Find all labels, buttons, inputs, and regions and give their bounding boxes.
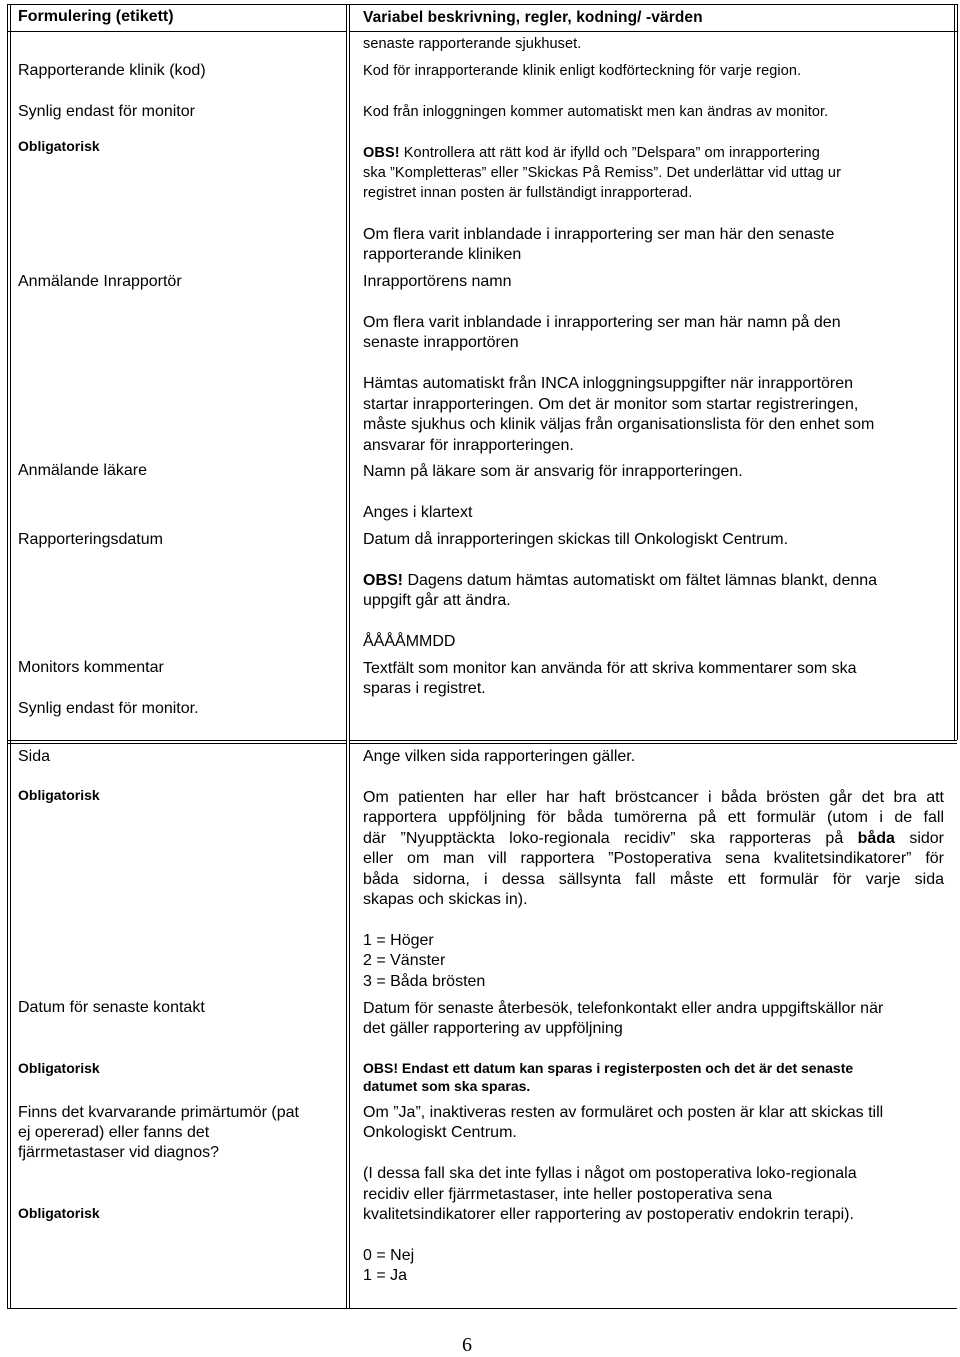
row-divider-right-2 <box>349 743 957 744</box>
code-bada: 3 = Båda brösten <box>363 973 486 990</box>
desc-dagens-datum-2: uppgift går att ändra. <box>363 592 511 609</box>
row-divider-right <box>349 740 957 741</box>
desc-flera-klinik-1: Om flera varit inblandade i inrapportering ser man här den senaste <box>363 226 835 243</box>
desc-i-dessa-fall-3: kvalitetsindikatorer eller rapportering av postoperativ endokrin terapi). <box>363 1206 854 1223</box>
desc-namn-lakare: Namn på läkare som är ansvarig för inrapporteringen. <box>363 463 743 480</box>
desc-dagens-datum-1 <box>363 571 877 592</box>
desc-hamtas-3: måste sjukhus och klinik väljas från organisationslista för den enhet som <box>363 416 875 433</box>
desc-textfalt-2: sparas i registret. <box>363 680 486 697</box>
desc-brostcancer-3b: sidor <box>894 830 945 847</box>
code-vanster: 2 = Vänster <box>363 952 446 969</box>
column-divider <box>346 4 347 1309</box>
label-datum-senaste-kontakt: Datum för senaste kontakt <box>18 999 205 1016</box>
obs-label-2: OBS! <box>363 572 403 589</box>
desc-dagens-datum-text: Dagens datum hämtas automatiskt om fältet lämnas blankt, denna <box>403 572 878 589</box>
desc-inrapportorens-namn: Inrapportörens namn <box>363 273 512 290</box>
desc-kontrollera-line-2: ska ”Kompletteras” eller ”Skickas På Remiss”. Det underlättar vid uttag ur <box>363 165 842 181</box>
row-divider-left-2 <box>7 743 346 744</box>
table-top-border <box>7 4 957 5</box>
label-anmalande-inrapportor: Anmälande Inrapportör <box>18 273 182 290</box>
column-divider-inner <box>349 4 350 1309</box>
desc-kontrollera-line-1 <box>363 143 820 164</box>
desc-senaste-sjukhus: senaste rapporterande sjukhuset. <box>363 36 582 52</box>
header-description-column: Variabel beskrivning, regler, kodning/ -värden <box>363 9 703 26</box>
desc-kontrollera-text: Kontrollera att rätt kod är ifylld och ”Delspara” om inrapportering <box>399 145 820 161</box>
desc-anges-klartext: Anges i klartext <box>363 504 473 521</box>
desc-datumformat: ÅÅÅÅMMDD <box>363 633 456 650</box>
desc-i-dessa-fall-1: (I dessa fall ska det inte fyllas i något om postoperativa loko-regionala <box>363 1165 857 1182</box>
header-label-column: Formulering (etikett) <box>18 8 174 25</box>
label-kvarvarande-1: Finns det kvarvarande primärtumör (pat <box>18 1104 299 1121</box>
desc-kontrollera-line-3: registret innan posten är fullständigt inrapporterad. <box>363 185 693 201</box>
obs-label: OBS! <box>363 145 400 161</box>
desc-obs-endast-datum-1: OBS! Endast ett datum kan sparas i registerposten och det är det senaste <box>363 1060 854 1076</box>
desc-kod-inloggning: Kod från inloggningen kommer automatiskt men kan ändras av monitor. <box>363 104 829 120</box>
desc-datum-skickas: Datum då inrapporteringen skickas till Onkologiskt Centrum. <box>363 531 789 548</box>
label-rapporterande-klinik: Rapporterande klinik (kod) <box>18 62 206 79</box>
label-sida: Sida <box>18 748 51 765</box>
code-hoger: 1 = Höger <box>363 932 434 949</box>
desc-flera-namn-1: Om flera varit inblandade i inrapportering ser man här namn på den <box>363 314 841 331</box>
desc-flera-namn-2: senaste inrapportören <box>363 334 519 351</box>
desc-brostcancer-6: skapas och skickas in). <box>363 891 528 908</box>
label-anmalande-lakare: Anmälande läkare <box>18 462 147 479</box>
obligatorisk-tag-2: Obligatorisk <box>18 787 100 803</box>
label-synlig-monitor-2: Synlig endast för monitor. <box>18 700 199 717</box>
obligatorisk-tag-3: Obligatorisk <box>18 1060 100 1076</box>
header-row-divider-left <box>7 31 346 32</box>
desc-hamtas-1: Hämtas automatiskt från INCA inloggningsuppgifter när inrapportören <box>363 375 854 392</box>
desc-ange-sida: Ange vilken sida rapporteringen gäller. <box>363 748 636 765</box>
desc-obs-endast-datum-2: datumet som ska sparas. <box>363 1078 531 1094</box>
desc-senaste-aterbesok-1: Datum för senaste återbesök, telefonkontakt eller andra uppgiftskällor när <box>363 1000 884 1017</box>
desc-brostcancer-2: rapportera uppföljning för båda tumörerna på ett formulär (utom i de fall <box>363 809 944 826</box>
obligatorisk-tag-4: Obligatorisk <box>18 1205 100 1221</box>
desc-senaste-aterbesok-2: det gäller rapportering av uppföljning <box>363 1020 623 1037</box>
desc-om-ja-1: Om ”Ja”, inaktiveras resten av formuläret och posten är klar att skickas till <box>363 1104 884 1121</box>
table-right-border-inner <box>957 4 958 740</box>
label-synlig-monitor: Synlig endast för monitor <box>18 103 195 120</box>
desc-i-dessa-fall-2: recidiv eller fjärrmetastaser, inte heller postoperativa sena <box>363 1186 773 1203</box>
table-bottom-border <box>7 1308 957 1309</box>
code-ja: 1 = Ja <box>363 1267 408 1284</box>
desc-brostcancer-3 <box>363 829 944 850</box>
desc-hamtas-4: ansvarar för inrapporteringen. <box>363 437 574 454</box>
label-kvarvarande-2: ej opererad) eller fanns det <box>18 1124 210 1141</box>
label-rapporteringsdatum: Rapporteringsdatum <box>18 531 163 548</box>
desc-kod-inrapporterande: Kod för inrapporterande klinik enligt kodförteckning för varje region. <box>363 63 802 79</box>
desc-hamtas-2: startar inrapporteringen. Om det är monitor som startar registreringen, <box>363 396 859 413</box>
header-row-divider-right <box>349 31 957 32</box>
desc-brostcancer-3-bold: båda <box>857 830 895 847</box>
page-number: 6 <box>462 1334 472 1356</box>
label-kvarvarande-3: fjärrmetastaser vid diagnos? <box>18 1144 219 1161</box>
table-right-border <box>954 4 955 740</box>
code-nej: 0 = Nej <box>363 1247 415 1264</box>
row-divider-left <box>7 740 346 741</box>
desc-textfalt-1: Textfält som monitor kan använda för att skriva kommentarer som ska <box>363 660 857 677</box>
label-monitors-kommentar: Monitors kommentar <box>18 659 164 676</box>
desc-flera-klinik-2: rapporterande kliniken <box>363 246 522 263</box>
table-left-border-inner <box>10 4 11 1309</box>
obligatorisk-tag-1: Obligatorisk <box>18 138 100 154</box>
table-left-border <box>7 4 8 1309</box>
desc-brostcancer-3a: där ”Nyupptäckta loko-regionala recidiv” ska rapporteras på <box>363 830 858 847</box>
desc-brostcancer-5: båda sidorna, i dessa sällsynta fall måste ett formulär för varje sida <box>363 871 944 888</box>
desc-brostcancer-1: Om patienten har eller har haft bröstcancer i båda brösten går det bra att <box>363 789 944 806</box>
desc-om-ja-2: Onkologiskt Centrum. <box>363 1124 517 1141</box>
desc-brostcancer-4: eller om man vill rapportera ”Postoperativa sena kvalitetsindikatorer” för <box>363 850 944 867</box>
